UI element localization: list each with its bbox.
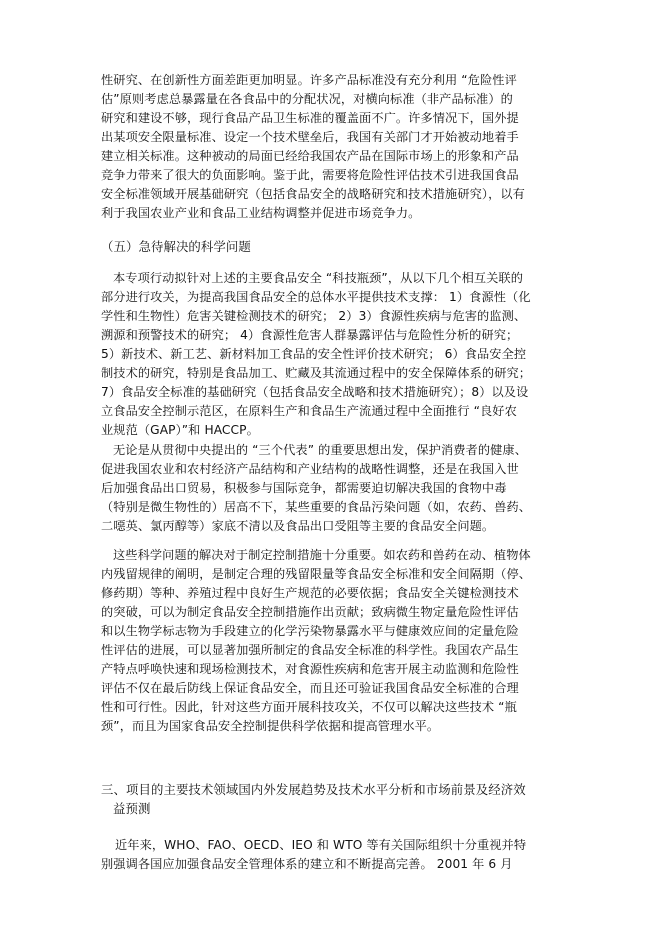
text-line: 研究和建设不够，现行食品产品卫生标准的覆盖面不广。许多情况下，国外提 — [101, 111, 519, 125]
section-heading-three — [101, 780, 561, 818]
text-line: 产特点呼唤快速和现场检测技术，对食源性疾病和危害开展主动监测和危险性 — [101, 662, 519, 676]
text-line: 评估不仅在最后防线上保证食品安全，而且还可验证我国食品安全标准的合理 — [101, 681, 519, 695]
text-line: 安全标准领域开展基础研究（包括食品安全的战略研究和技术措施研究），以有 — [101, 187, 525, 201]
text-line: 别强调各国应加强食品安全管理体系的建立和不断提高完善。 2001 年 6 月 — [101, 857, 513, 871]
heading-text: 益预测 — [113, 801, 151, 816]
section-heading-five — [101, 237, 561, 256]
paragraph-research-areas — [101, 269, 561, 440]
text-line: 和以生物学标志物为手段建立的化学污染物暴露水平与健康效应间的定量危险 — [101, 624, 519, 638]
text-line: 部分进行攻关，为提高我国食品安全的总体水平提供技术支撑： 1）食源性（化 — [101, 290, 531, 304]
text-line: 修药期）等种、养殖过程中良好生产规范的必要依据；食品安全关键检测技术 — [101, 586, 519, 600]
text-line: 无论是从贯彻中央提出的 “三个代表” 的重要思想出发，保护消费者的健康、 — [113, 443, 527, 457]
text-line: （特别是微生物性的）居高不下，某些重要的食品污染问题（如，农药、兽药、 — [101, 500, 532, 514]
text-line: 促进我国农业和农村经济产品结构和产业结构的战略性调整，还是在我国入世 — [101, 462, 519, 476]
paragraph-international-orgs — [101, 836, 561, 874]
text-line: 业规范（GAP）”和 HACCP。 — [101, 423, 259, 437]
text-line: 出某项安全限量标准、设定一个技术壁垒后，我国有关部门才开始被动地着手 — [101, 130, 519, 144]
text-line: 二噁英、氯丙醇等）家底不清以及食品出口受阻等主要的食品安全问题。 — [101, 519, 495, 533]
text-line: 本专项行动拟针对上述的主要食品安全 “科技瓶颈”，从以下几个相互关联的 — [113, 271, 524, 285]
text-line: 这些科学问题的解决对于制定控制措施十分重要。如农药和兽药在动、植物体 — [113, 548, 531, 562]
text-line: 的突破，可以为制定食品安全控制措施作出贡献；致病微生物定量危险性评估 — [101, 605, 519, 619]
text-line: 性和可行性。因此，针对这些方面开展科技攻关，不仅可以解决这些技术 “瓶 — [101, 700, 517, 714]
paragraph-three-represents — [101, 441, 561, 536]
text-line: 估”原则考虑总暴露量在各食品中的分配状况，对横向标准（非产品标准）的 — [101, 92, 513, 106]
text-line: 溯源和预警技术的研究； 4）食源性危害人群暴露评估与危险性分析的研究； — [101, 328, 519, 342]
heading-text: 三、项目的主要技术领域国内外发展趋势及技术水平分析和市场前景及经济效 — [101, 782, 526, 797]
heading-text: （五）急待解决的科学问题 — [101, 239, 251, 254]
text-line: 性评估的进展，可以显著加强所制定的食品安全标准的科学性。我国农产品生 — [101, 643, 519, 657]
text-line: 7）食品安全标准的基础研究（包括食品安全战略和技术措施研究）；8）以及设 — [101, 385, 529, 399]
text-line: 建立相关标准。这种被动的局面已经给我国农产品在国际市场上的形象和产品 — [101, 149, 519, 163]
text-line: 近年来，WHO、FAO、OECD、IEO 和 WTO 等有关国际组织十分重视并特 — [115, 838, 527, 852]
paragraph-scientific-problems — [101, 546, 561, 736]
text-line: 立食品安全控制示范区，在原料生产和食品生产流通过程中全面推行 “良好农 — [101, 404, 517, 418]
text-line: 性研究、在创新性方面差距更加明显。许多产品标准没有充分利用 “危险性评 — [101, 73, 517, 87]
text-line: 5）新技术、新工艺、新材料加工食品的安全性评价技术研究； 6）食品安全控 — [101, 347, 527, 361]
text-line: 学性和生物性）危害关键检测技术的研究； 2）3）食源性疾病与危害的监测、 — [101, 309, 527, 323]
paragraph-standards-gap — [101, 71, 561, 223]
text-line: 竞争力带来了很大的负面影响。鉴于此，需要将危险性评估技术引进我国食品 — [101, 168, 519, 182]
text-line: 颈”，而且为国家食品安全控制提供科学依据和提高管理水平。 — [101, 719, 440, 733]
text-line: 内残留规律的阐明，是制定合理的残留限量等食品安全标准和安全间隔期（停、 — [101, 567, 532, 581]
text-line: 制技术的研究，特别是食品加工、贮藏及其流通过程中的安全保障体系的研究； — [101, 366, 532, 380]
text-line: 利于我国农业产业和食品工业结构调整并促进市场竞争力。 — [101, 206, 421, 220]
text-line: 后加强食品出口贸易，积极参与国际竞争，都需要迫切解决我国的食物中毒 — [101, 481, 507, 495]
